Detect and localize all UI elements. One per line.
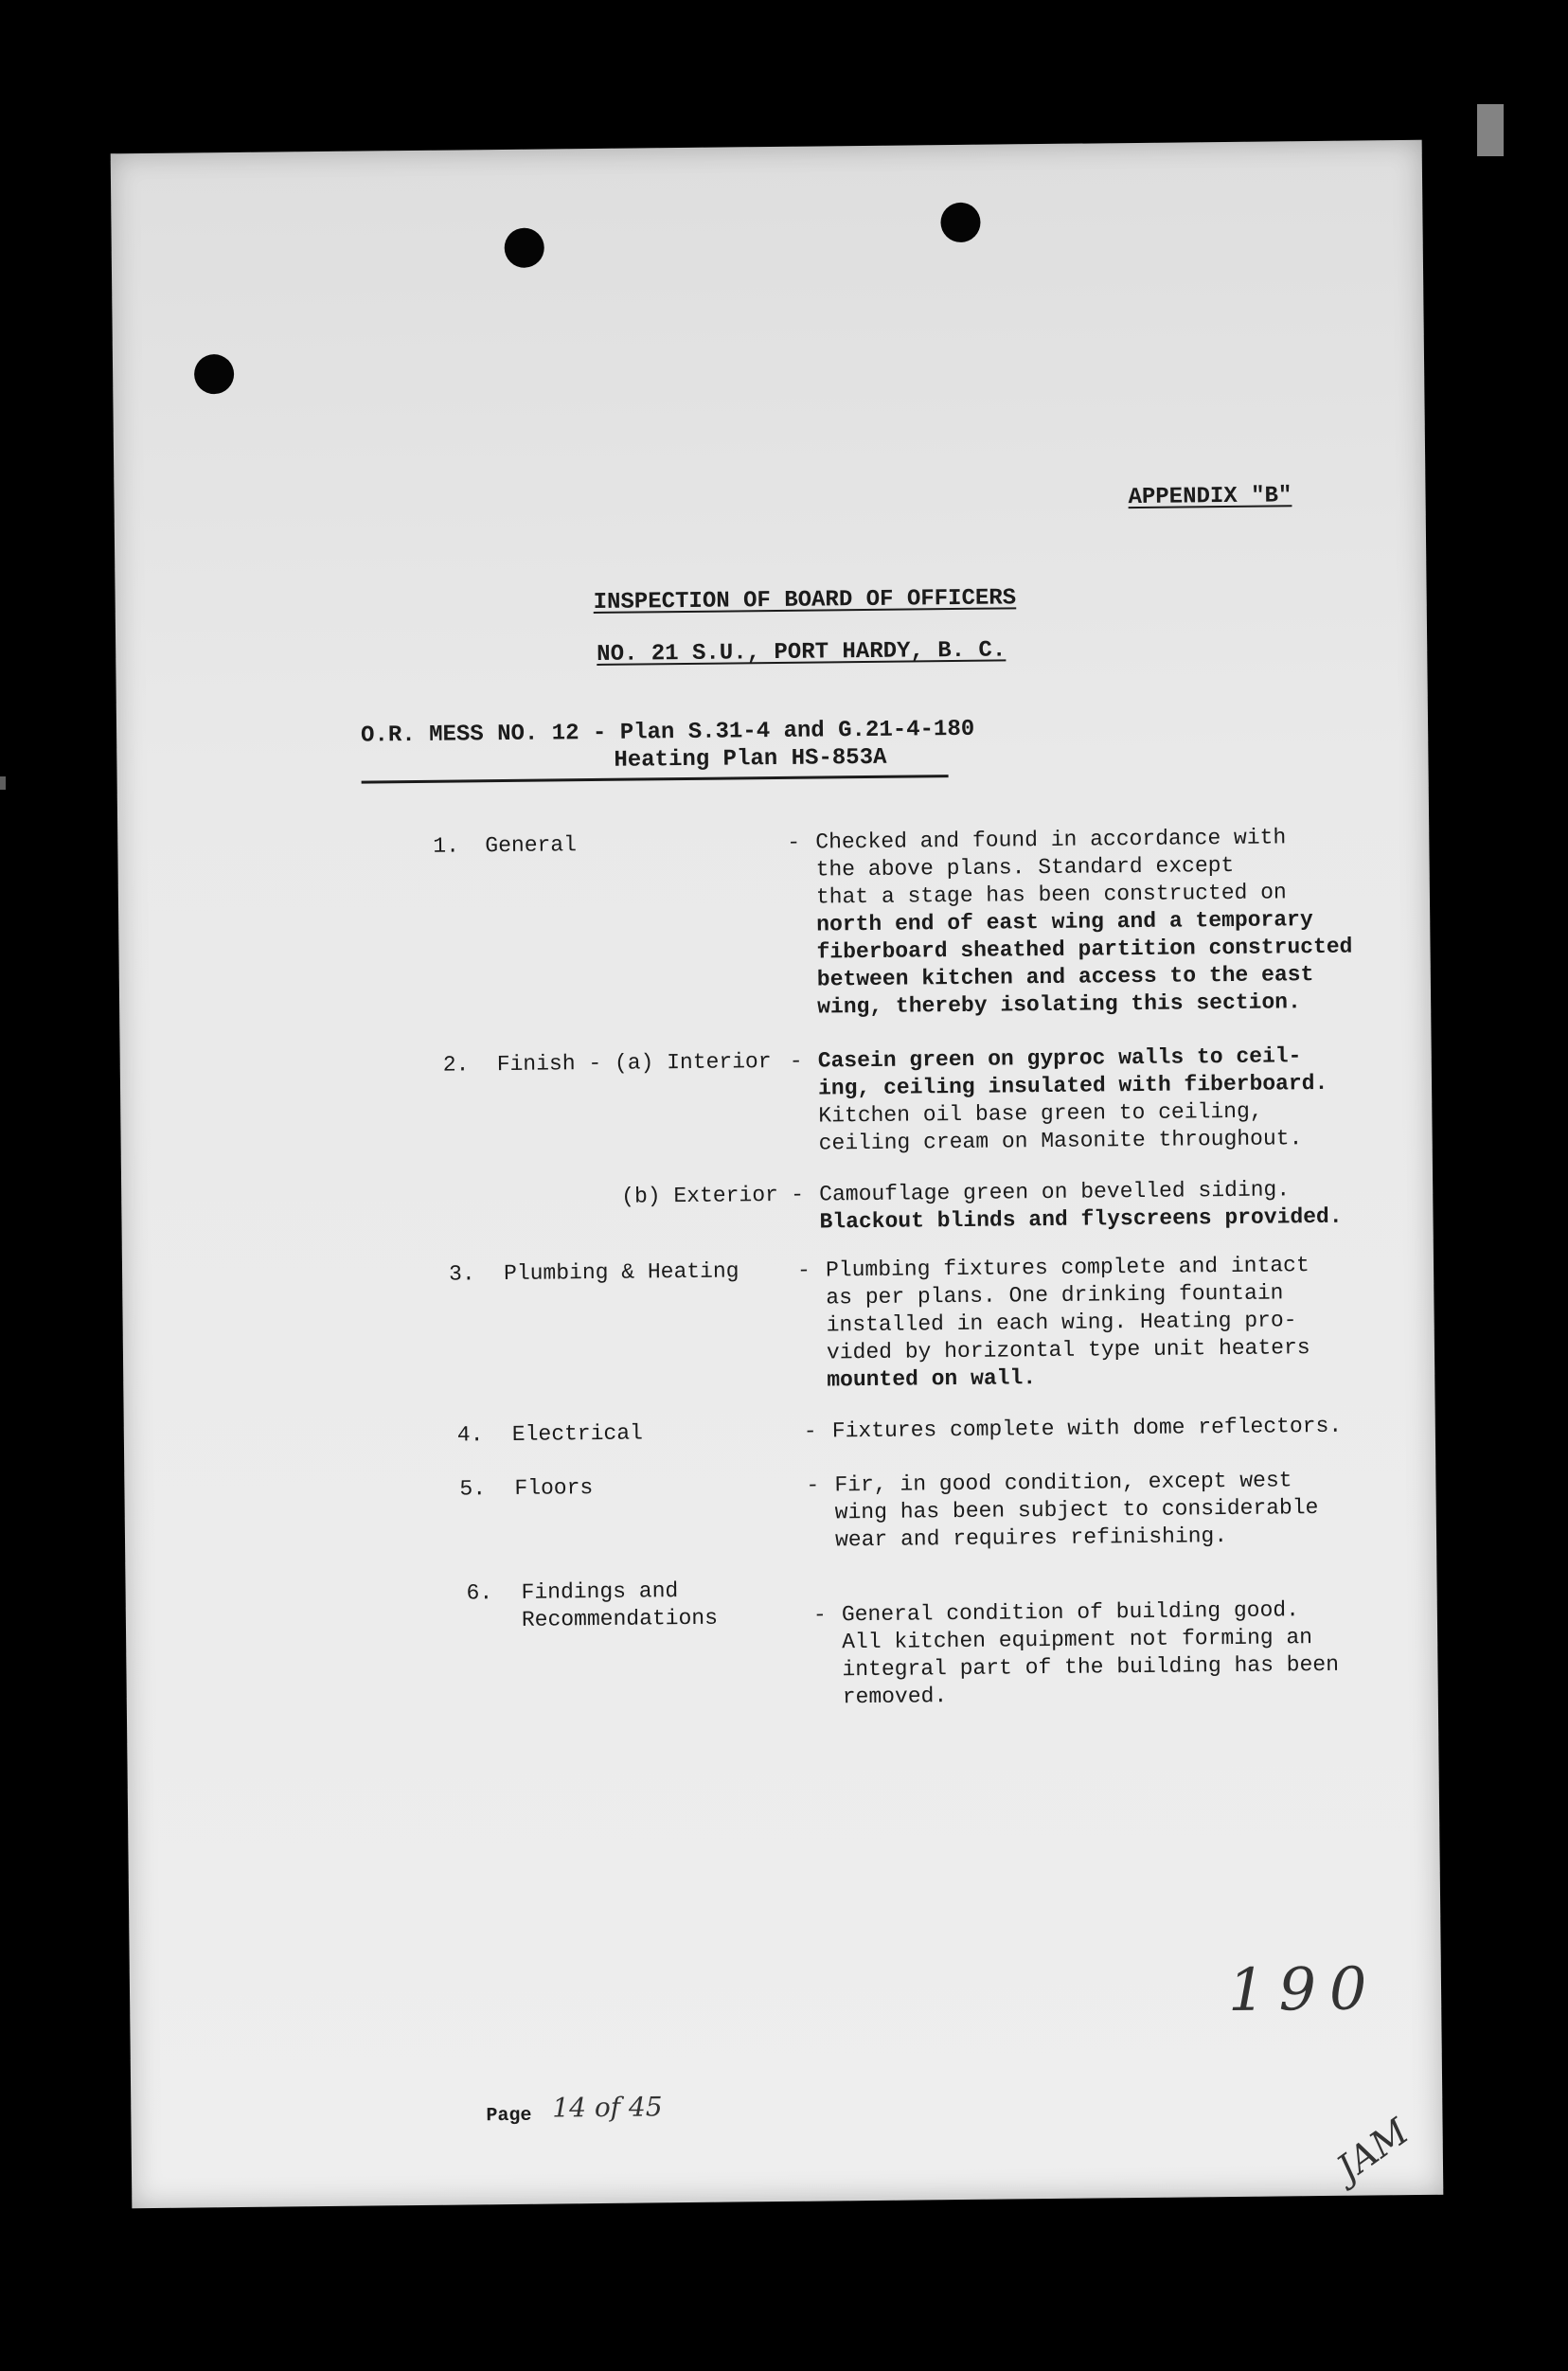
- punch-hole: [940, 203, 980, 242]
- item-description: Checked and found in accordance with the above plans. Standard except that a stage has been constructed on north end of east wing and a temporary fiberboard sheathed partition constructed between kitchen and access to the east wing, thereby isolating this section.: [815, 825, 1353, 1020]
- item-dash: -: [806, 1472, 820, 1498]
- item-number: 3.: [448, 1261, 475, 1287]
- item-number: 2.: [442, 1052, 470, 1078]
- document-page: [111, 140, 1444, 2208]
- title-line-1: INSPECTION OF BOARD OF OFFICERS: [593, 585, 1017, 615]
- item-description: Plumbing fixtures complete and intact as per plans. One drinking fountain installed in each wing. Heating pro- vided by horizontal type unit heaters mounted on wall.: [825, 1253, 1310, 1393]
- handwritten-initials: JAM: [1328, 2110, 1417, 2190]
- item-dash: -: [787, 829, 801, 855]
- item-number: 1.: [433, 833, 460, 859]
- item-dash: -: [796, 1257, 811, 1283]
- appendix-label: APPENDIX "B": [1128, 483, 1292, 511]
- item-dash: -: [812, 1602, 827, 1628]
- punch-hole: [194, 354, 234, 394]
- item-label: Electrical: [511, 1420, 644, 1447]
- item-label: (b) Exterior: [621, 1182, 779, 1209]
- item-label: Floors: [514, 1475, 594, 1501]
- subject-line-1: O.R. MESS NO. 12 - Plan S.31-4 and G.21-4-180: [360, 716, 975, 749]
- subject-line-2: Heating Plan HS-853A: [614, 744, 887, 774]
- handwritten-folio-number: 190: [1227, 1953, 1381, 2025]
- item-description: Camouflage green on bevelled siding. Blackout blinds and flyscreens provided.: [819, 1177, 1343, 1235]
- punch-hole: [505, 228, 544, 268]
- item-number: 6.: [466, 1580, 493, 1606]
- item-label: Findings and Recommendations: [521, 1578, 719, 1632]
- item-description: Casein green on gyproc walls to ceil- ing, ceiling insulated with fiberboard. Kitchen oil base green to ceiling, ceiling cream on Masonite throughout.: [817, 1043, 1328, 1156]
- item-dash: -: [789, 1048, 803, 1074]
- item-dash: -: [791, 1182, 805, 1207]
- scan-edge-mark: [0, 776, 6, 790]
- item-label: Plumbing & Heating: [503, 1258, 739, 1287]
- subject-underline: [362, 775, 949, 783]
- page-label: Page: [486, 2104, 532, 2128]
- item-description: Fixtures complete with dome reflectors.: [831, 1413, 1343, 1444]
- item-label: Finish - (a) Interior: [496, 1049, 772, 1078]
- item-number: 4.: [456, 1422, 484, 1448]
- item-description: Fir, in good condition, except west wing has been subject to considerable wear and requires refinishing.: [834, 1468, 1319, 1553]
- item-description: General condition of building good. All kitchen equipment not forming an integral part of the building has been removed.: [841, 1597, 1340, 1710]
- item-label: General: [485, 832, 578, 859]
- title-line-2: NO. 21 S.U., PORT HARDY, B. C.: [597, 637, 1007, 668]
- scan-edge-mark: [1477, 104, 1504, 156]
- page-handwritten: 14 of 45: [552, 2091, 663, 2124]
- item-dash: -: [803, 1418, 817, 1444]
- item-number: 5.: [459, 1476, 487, 1502]
